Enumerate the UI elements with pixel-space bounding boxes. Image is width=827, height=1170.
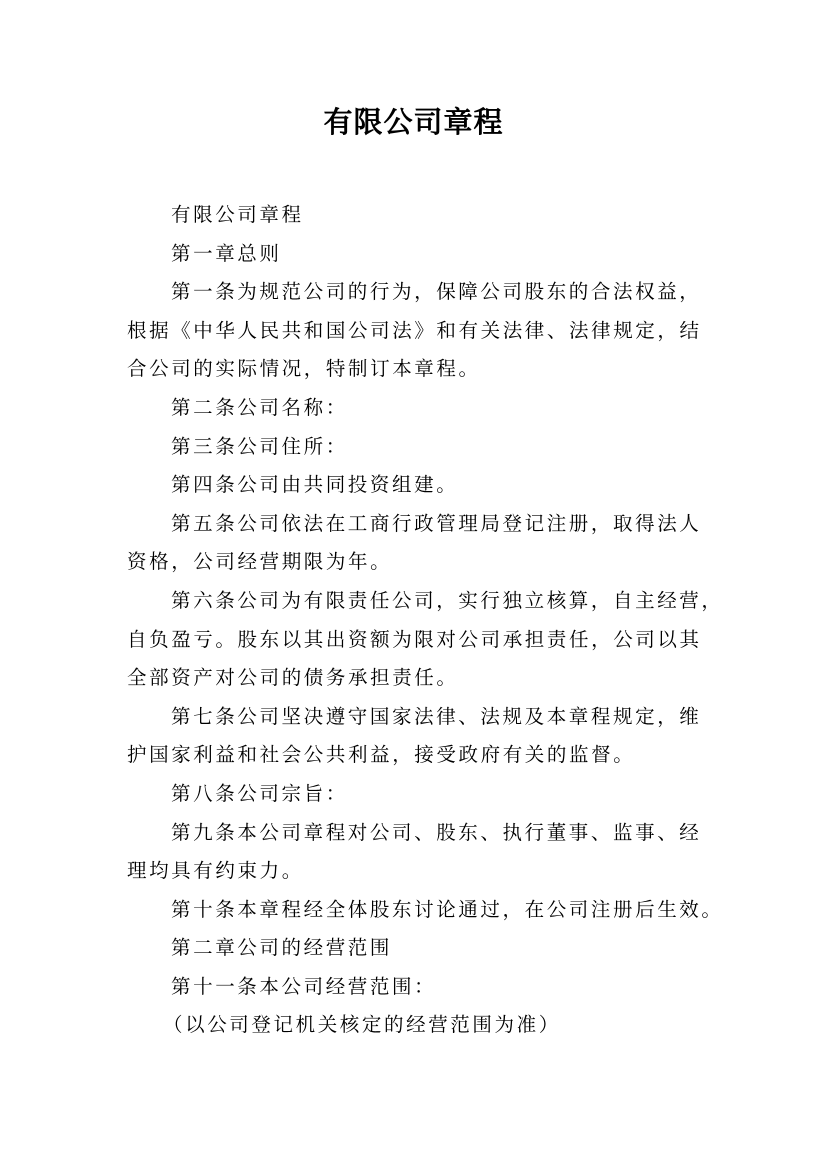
article-9 xyxy=(127,814,707,891)
text-line: 第九条本公司章程对公司、股东、执行董事、监事、经 xyxy=(171,820,702,844)
text-line: 护国家利益和社会公共利益，接受政府有关的监督。 xyxy=(127,743,636,767)
text-line: 第二条公司名称： xyxy=(171,395,348,419)
document-body xyxy=(127,196,724,1045)
article-8 xyxy=(127,775,707,814)
text-line: 有限公司章程 xyxy=(171,203,304,226)
article-7 xyxy=(127,698,707,775)
text-line: 第三条公司住所： xyxy=(171,434,348,458)
document-title: 有限公司章程 xyxy=(323,105,504,139)
scope-note xyxy=(127,1006,707,1045)
text-line: 合公司的实际情况，特制订本章程。 xyxy=(127,357,481,381)
text-line: 第一条为规范公司的行为，保障公司股东的合法权益， xyxy=(171,280,702,304)
article-1 xyxy=(127,273,707,389)
article-5 xyxy=(127,505,707,582)
article-4 xyxy=(127,466,707,505)
chapter-heading xyxy=(127,929,707,968)
chapter-heading xyxy=(127,235,707,274)
text-line: 资格，公司经营期限为年。 xyxy=(127,550,393,574)
text-line: 理均具有约束力。 xyxy=(127,859,304,883)
text-line: 第四条公司由共同投资组建。 xyxy=(171,473,459,497)
paragraph-heading xyxy=(127,196,707,235)
text-line: （以公司登记机关核定的经营范围为准） xyxy=(163,1013,561,1037)
text-line: 第五条公司依法在工商行政管理局登记注册，取得法人 xyxy=(171,511,702,535)
text-line: 全部资产对公司的债务承担责任。 xyxy=(127,666,459,690)
text-line: 第一章总则 xyxy=(171,241,282,265)
article-2 xyxy=(127,389,707,428)
text-line: 自负盈亏。股东以其出资额为限对公司承担责任，公司以其 xyxy=(127,627,702,651)
text-line: 第十条本章程经全体股东讨论通过，在公司注册后生效。 xyxy=(171,897,724,921)
text-line: 第六条公司为有限责任公司，实行独立核算，自主经营， xyxy=(171,588,724,612)
text-line: 根据《中华人民共和国公司法》和有关法律、法律规定，结 xyxy=(127,318,702,342)
article-11 xyxy=(127,968,707,1007)
text-line: 第二章公司的经营范围 xyxy=(171,936,393,960)
article-10 xyxy=(127,891,724,930)
text-line: 第十一条本公司经营范围： xyxy=(171,974,437,998)
article-3 xyxy=(127,428,707,467)
text-line: 第七条公司坚决遵守国家法律、法规及本章程规定，维 xyxy=(171,704,702,728)
article-6 xyxy=(127,582,724,698)
text-line: 第八条公司宗旨： xyxy=(171,781,348,805)
